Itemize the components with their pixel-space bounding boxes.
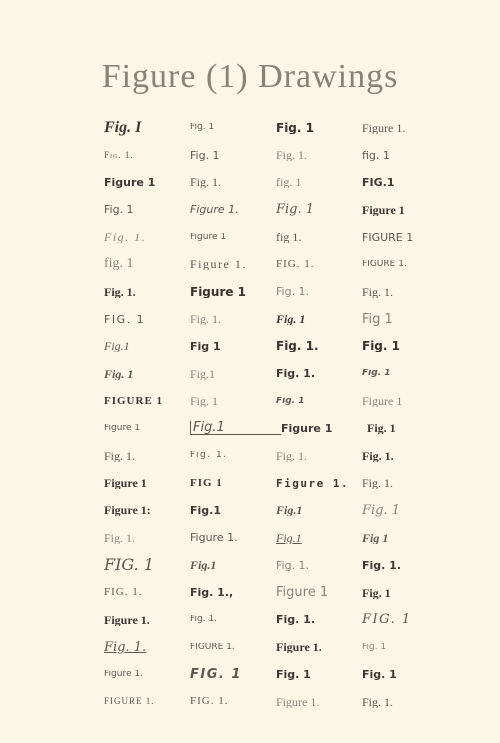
grid-row [104, 579, 444, 606]
grid-cell: Figure 1. [276, 695, 320, 708]
grid-cell: Fig. 1 [190, 123, 215, 133]
grid-cell: Fig. 1. [276, 340, 319, 353]
grid-cell: Fig 1 [190, 340, 221, 352]
grid-cell: Fig. 1 [276, 669, 311, 681]
grid-cell: Fig. 1 [276, 121, 314, 134]
grid-cell: Fig.1 [190, 367, 216, 380]
grid-cell: FIG. 1 [104, 557, 154, 574]
grid-cell: Figure 1. [190, 204, 239, 216]
grid-cell: Fig. 1 [362, 503, 401, 517]
grid-row [104, 278, 444, 305]
grid-cell: FIGURE 1. [104, 697, 155, 707]
grid-row [104, 415, 444, 442]
grid-cell: Fig. I [104, 119, 142, 136]
grid-cell: Fig. 1. [362, 449, 394, 462]
grid-cell: FIG. 1. [190, 696, 229, 708]
grid-row [104, 360, 444, 387]
grid-cell: Fig. 1 [362, 586, 391, 599]
grid-cell: FIGURE 1. [190, 642, 235, 652]
grid-cell: Fig. 1. [276, 286, 310, 298]
grid-cell: Fig. 1. [276, 559, 310, 571]
grid-cell: FIG. 1. [104, 587, 143, 599]
grid-cell: FIGURE 1 [104, 395, 164, 407]
grid-cell: Fig. 1 [276, 203, 315, 217]
grid-cell: Fig. 1 [362, 369, 391, 379]
page-title: Figure (1) Drawings [101, 58, 399, 95]
grid-cell: Fig. 1. [104, 231, 147, 244]
grid-cell: Fig. 1. [104, 449, 136, 462]
grid-row [104, 497, 444, 524]
grid-cell: Fig. 1 [276, 396, 305, 406]
grid-row [104, 634, 444, 661]
grid-cell: Figure 1. [190, 532, 238, 544]
grid-row [104, 552, 444, 579]
grid-cell: Figure 1 [104, 176, 156, 188]
grid-cell: Fig. 1. [190, 176, 222, 189]
grid-cell: Fig.1 [276, 531, 302, 544]
grid-cell: Fig. 1. [276, 368, 315, 380]
grid-cell: Fig. 1. [190, 451, 228, 461]
grid-cell: FIG 1 [190, 477, 223, 489]
grid-cell: Fig. 1 [104, 367, 134, 380]
grid-row [104, 169, 444, 196]
grid-cell: FIG. 1 [362, 613, 412, 627]
grid-row [104, 442, 444, 469]
grid-row [104, 688, 444, 715]
grid-cell: Fig. 1 [104, 204, 134, 216]
grid-cell: fig. 1 [104, 257, 134, 272]
grid-cell: Fig. 1. [362, 695, 394, 708]
grid-cell: Fig. 1. [104, 285, 136, 298]
grid-row [104, 606, 444, 633]
grid-cell: fig. 1 [276, 176, 302, 189]
grid-cell: Fig. 1 [190, 149, 220, 161]
grid-row [104, 305, 444, 332]
grid-cell: Figure 1 [104, 423, 141, 433]
grid-cell: Fig. 1. [362, 285, 394, 298]
grid-cell: Fig.1 [190, 559, 217, 572]
grid-row [104, 114, 444, 141]
grid-cell: Fig. 1 [362, 642, 387, 652]
grid-cell: Figure 1. [190, 258, 247, 271]
grid-cell: Fig.1 [104, 340, 130, 353]
grid-row [104, 333, 444, 360]
grid-cell: Figure 1. [104, 613, 150, 626]
grid-cell: FIGURE 1 [362, 231, 414, 243]
grid-cell: Figure 1 [190, 232, 227, 242]
grid-row [104, 223, 444, 250]
grid-cell: FIG. 1 [104, 313, 146, 325]
grid-cell: Fig. 1. [276, 449, 308, 462]
grid-cell: Figure 1 [190, 285, 247, 298]
grid-cell: Figure 1. [362, 121, 406, 134]
grid-cell: Fig. 1. [276, 614, 315, 626]
grid-cell: Fig. 1. [190, 313, 222, 326]
grid-cell: Fig. 1. [362, 559, 401, 571]
grid-cell: Fig. 1. [362, 477, 394, 490]
grid-cell: Figure 1 [104, 477, 147, 490]
grid-cell: Fig. 1. [190, 615, 218, 625]
grid-cell: Fig.1 [276, 504, 303, 517]
grid-row [104, 469, 444, 496]
grid-cell: FIGURE 1. [362, 259, 407, 269]
grid-cell: fig. 1 [362, 149, 390, 161]
grid-cell: fig 1. [276, 231, 302, 244]
figure-label-grid [104, 114, 444, 716]
grid-cell: Figure 1 [281, 422, 333, 434]
grid-cell: Fig 1 [362, 312, 393, 326]
grid-cell: Figure 1 [276, 586, 329, 600]
grid-cell: Figure 1. [276, 641, 322, 654]
grid-cell: Fig. 1. [104, 531, 136, 544]
grid-cell: Fig. 1. [104, 150, 134, 160]
grid-cell: Figure 1. [104, 670, 143, 680]
grid-cell: Figure 1: [104, 504, 151, 517]
grid-row [104, 524, 444, 551]
grid-cell: Fig. 1. [276, 149, 308, 162]
grid-cell: Fig.1 [190, 504, 221, 516]
grid-cell: Fig. 1 [362, 669, 397, 681]
grid-cell: FIG. 1 [190, 668, 242, 682]
grid-cell: Fig. 1 [367, 422, 396, 435]
grid-cell: Fig 1 [362, 531, 389, 544]
grid-cell: Fig. 1 [362, 340, 400, 353]
grid-cell: Figure 1 [362, 395, 403, 408]
grid-cell: Fig.1 [190, 421, 281, 435]
grid-row [104, 661, 444, 688]
grid-cell: Fig. 1 [190, 395, 219, 408]
grid-cell: Fig. 1., [190, 587, 234, 599]
grid-row [104, 141, 444, 168]
grid-row [104, 251, 444, 278]
grid-cell: Fig. 1. [104, 640, 147, 654]
grid-row [104, 387, 444, 414]
grid-row [104, 196, 444, 223]
grid-cell: Fig. 1 [276, 313, 306, 326]
grid-cell: Figure 1. [276, 477, 350, 489]
grid-cell: FIG. 1. [276, 258, 315, 270]
grid-cell: FIG.1 [362, 176, 395, 188]
grid-cell: Figure 1 [362, 203, 405, 216]
